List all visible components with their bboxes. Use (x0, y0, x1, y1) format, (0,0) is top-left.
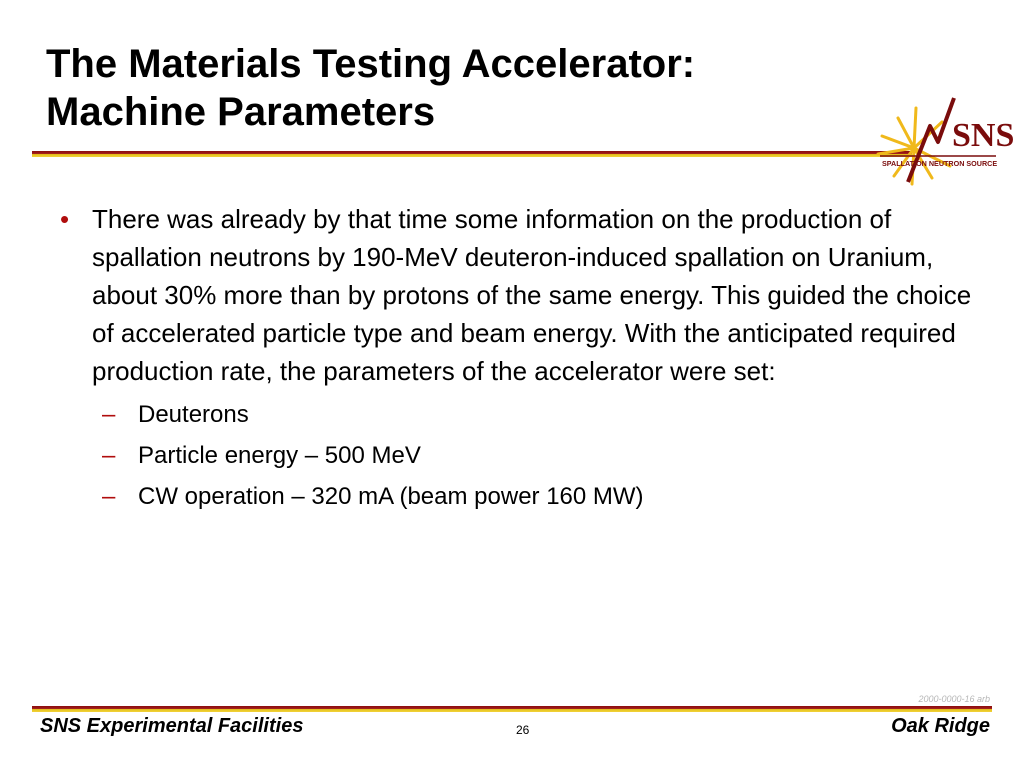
bullet-list (60, 200, 990, 517)
slide-title (46, 40, 866, 136)
footer-right-label: Oak Ridge (891, 715, 990, 737)
footer-left-label: SNS Experimental Facilities (40, 715, 304, 737)
sub-bullet-text: Deuterons (138, 401, 249, 428)
page-number: 26 (516, 723, 530, 737)
sub-bullet-list (92, 394, 990, 517)
sub-bullet-item (92, 394, 990, 435)
bullet-marker-icon: • (60, 204, 70, 234)
sub-bullet-text: Particle energy – 500 MeV (138, 442, 421, 469)
sns-logo (872, 96, 1015, 188)
sns-logo-graphic (872, 96, 1015, 188)
sub-bullet-text: CW operation – 320 mA (beam power 160 MW) (138, 483, 644, 510)
footer-divider (32, 706, 992, 712)
sub-bullet-item (92, 476, 990, 517)
starburst-icon (878, 108, 950, 184)
slide-title-line-1: The Materials Testing Accelerator: (46, 42, 696, 86)
bullet-item (60, 200, 990, 517)
dash-icon: – (102, 483, 116, 510)
bullet-text: There was already by that time some information on the production of spallation neutrons by 190-MeV deuteron-induced spallation on Uranium, about 30% more than by protons of the same energy. This guided the choice of accelerated particle type and beam energy. With the anticipated required production rate, the parameters of the accelerator were set: (92, 204, 972, 386)
sub-bullet-item (92, 435, 990, 476)
title-divider (32, 151, 912, 157)
dash-icon: – (102, 401, 116, 428)
logo-wordmark: SNS (952, 117, 1015, 154)
footer-note: 2000-0000-16 arb (918, 694, 990, 704)
logo-subtitle: SPALLATION NEUTRON SOURCE (882, 159, 998, 168)
slide-title-line-2: Machine Parameters (46, 90, 436, 134)
dash-icon: – (102, 442, 116, 469)
